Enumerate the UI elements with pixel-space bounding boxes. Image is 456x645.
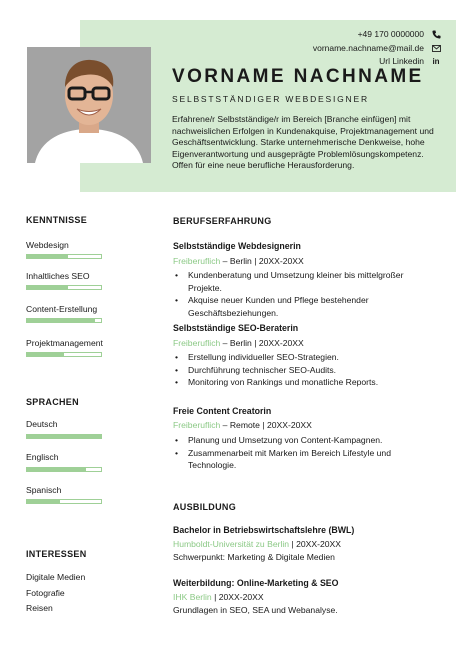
- skill-label: Inhaltliches SEO: [26, 271, 90, 281]
- languages-heading: SPRACHEN: [26, 397, 79, 407]
- school-line: [173, 539, 341, 549]
- job-bullet: • Planung und Umsetzung von Content-Kampagnen.: [173, 434, 435, 447]
- interest-item: Reisen: [26, 603, 53, 613]
- experience-heading: BERUFSERFAHRUNG: [173, 216, 272, 226]
- degree-title: Bachelor in Betriebswirtschaftslehre (BWL): [173, 525, 355, 535]
- degree-title: Weiterbildung: Online-Marketing & SEO: [173, 578, 339, 588]
- skills-heading: KENNTNISSE: [26, 215, 88, 225]
- job-type: Freiberuflich: [173, 338, 221, 348]
- interests-heading: INTERESSEN: [26, 549, 87, 559]
- job-bullet: • Durchführung technischer SEO-Audits.: [173, 364, 435, 377]
- job-meta: [173, 338, 304, 348]
- school-years: | 20XX-20XX: [289, 539, 341, 549]
- job-bullet: • Kundenberatung und Umsetzung kleiner bis mittelgroßer Projekte.: [173, 269, 435, 294]
- skill-bar: [26, 285, 102, 290]
- contact-block: [222, 28, 442, 69]
- job-bullets: [173, 269, 435, 319]
- job-location-dates: – Remote | 20XX-20XX: [220, 420, 312, 430]
- job-meta: [173, 420, 312, 430]
- language-bar-fill: [27, 435, 101, 438]
- degree-detail: Schwerpunkt: Marketing & Digitale Medien: [173, 552, 335, 562]
- job-location-dates: – Berlin | 20XX-20XX: [220, 256, 304, 266]
- skill-bar: [26, 318, 102, 323]
- email-text: vorname.nachname@mail.de: [312, 42, 424, 53]
- mail-icon: [430, 45, 442, 52]
- school-line: [173, 592, 264, 602]
- job-bullets: [173, 434, 435, 472]
- school-name: Humboldt-Universität zu Berlin: [173, 539, 290, 549]
- job-bullet: • Zusammenarbeit mit Marken im Bereich Lifestyle und Technologie.: [173, 447, 435, 472]
- education-heading: AUSBILDUNG: [173, 502, 236, 512]
- job-title: Selbstständige Webdesignerin: [173, 241, 301, 251]
- skill-bar-fill: [27, 286, 68, 289]
- phone-text: +49 170 0000000: [357, 29, 424, 39]
- person-name: VORNAME NACHNAME: [172, 66, 424, 87]
- language-bar-fill: [27, 468, 86, 471]
- job-type: Freiberuflich: [173, 420, 221, 430]
- profile-photo: [27, 47, 151, 163]
- interest-item: Digitale Medien: [26, 572, 86, 582]
- job-meta: [173, 256, 304, 266]
- profile-summary: Erfahrene/r Selbstständige/r im Bereich [Branche einfügen] mit nachweislichen Erfolgen in Kundenakquise, Projektmanagement und Geschäftsentwicklung. Starke unternehmerische Denkweise, hohe Eigenverantwortung und ausgeprägte Problemlösungskompetenz. Offen für eine neue berufliche Herausforderung.: [172, 114, 434, 170]
- school-years: | 20XX-20XX: [211, 592, 264, 602]
- job-title: Freie Content Creatorin: [173, 406, 272, 416]
- interest-item: Fotografie: [26, 588, 65, 598]
- language-bar: [26, 434, 102, 439]
- job-location-dates: – Berlin | 20XX-20XX: [220, 338, 304, 348]
- language-label: Englisch: [26, 452, 59, 462]
- skill-bar: [26, 254, 102, 259]
- skill-bar-fill: [27, 255, 68, 258]
- language-bar-fill: [27, 500, 60, 503]
- job-type: Freiberuflich: [173, 256, 221, 266]
- school-name: IHK Berlin: [173, 592, 212, 602]
- skill-label: Projektmanagement: [26, 338, 103, 348]
- job-bullets: [173, 351, 435, 389]
- phone-icon: [430, 30, 442, 39]
- skill-bar-fill: [27, 319, 95, 322]
- skill-label: Webdesign: [26, 240, 69, 250]
- skill-label: Content-Erstellung: [26, 304, 98, 314]
- job-title: Selbstständige SEO-Beraterin: [173, 323, 299, 333]
- job-subtitle: SELBSTSTÄNDIGER WEBDESIGNER: [172, 94, 369, 104]
- skill-bar-fill: [27, 353, 64, 356]
- job-bullet: • Monitoring von Rankings und monatliche Reports.: [173, 376, 435, 389]
- degree-detail: Grundlagen in SEO, SEA und Webanalyse.: [173, 605, 338, 615]
- skill-bar: [26, 352, 102, 357]
- job-bullet: • Akquise neuer Kunden und Pflege bestehender Geschäftsbeziehungen.: [173, 294, 435, 319]
- language-label: Spanisch: [26, 485, 62, 495]
- contact-phone[interactable]: [222, 28, 442, 42]
- linkedin-icon: in: [432, 57, 440, 66]
- linkedin-text: Url Linkedin: [379, 56, 424, 66]
- language-label: Deutsch: [26, 419, 58, 429]
- language-bar: [26, 467, 102, 472]
- job-bullet: • Erstellung individueller SEO-Strategien.: [173, 351, 435, 364]
- contact-email[interactable]: [222, 42, 442, 56]
- language-bar: [26, 499, 102, 504]
